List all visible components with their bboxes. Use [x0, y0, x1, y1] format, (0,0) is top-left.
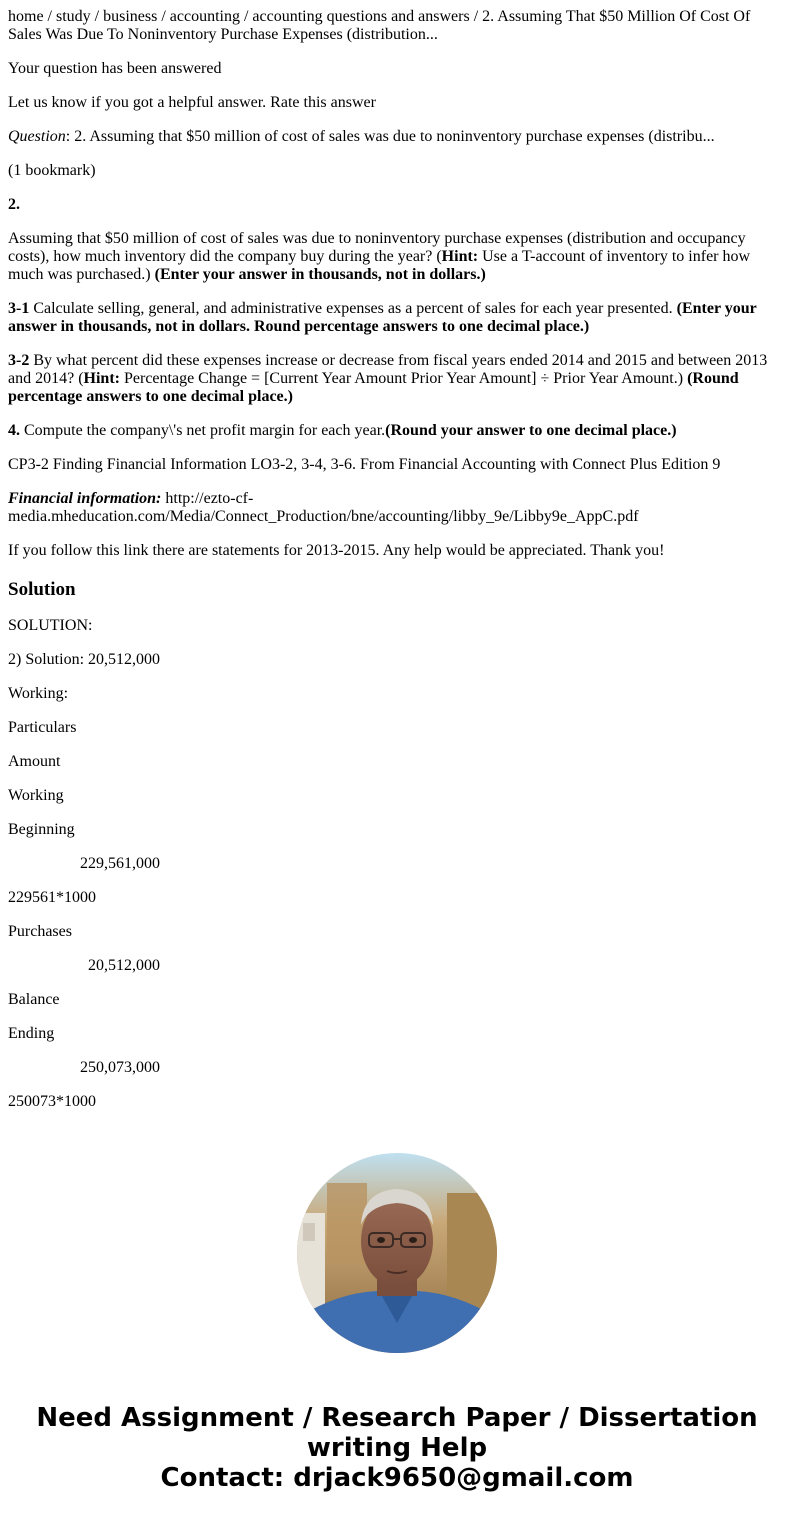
- row-ending-working: 250073*1000: [8, 1093, 96, 1110]
- hint-label: Hint:: [441, 248, 479, 265]
- question-4: [8, 422, 786, 440]
- question-summary: [8, 128, 786, 146]
- row-purchases-label: Purchases: [8, 923, 72, 940]
- author-avatar: [297, 1153, 497, 1353]
- question-body-text: Assuming that $50 million of cost of sales was due to noninventory purchase expenses (distribution and occupancy costs), how much inventory did the company buy during the year? (: [8, 230, 746, 265]
- promo-banner: [0, 1403, 794, 1493]
- question-body: [8, 230, 786, 284]
- author-portrait-image: [297, 1153, 497, 1353]
- question-3-1-instruction: (Enter your answer in thousands, not in dollars. Round percentage answers to one decimal place.): [8, 300, 757, 335]
- financial-information: [8, 490, 786, 526]
- question-closing: If you follow this link there are statements for 2013-2015. Any help would be appreciated. Thank you!: [8, 542, 665, 559]
- question-3-1-number: 3-1: [8, 300, 30, 317]
- question-3-2-text: By what percent did these expenses increase or decrease from fiscal years ended 2014 and 2015 and between 2013 and 2014? (: [8, 352, 768, 387]
- question-4-instruction: (Round your answer to one decimal place.): [385, 422, 677, 439]
- promo-headline: Need Assignment / Research Paper / Dissertation writing Help: [36, 1403, 758, 1463]
- question-4-text: Compute the company\'s net profit margin for each year.: [20, 422, 386, 439]
- financial-information-label: Financial information:: [8, 490, 162, 507]
- question-3-1-text: Calculate selling, general, and administrative expenses as a percent of sales for each year presented.: [29, 300, 677, 317]
- financial-information-link[interactable]: http://ezto-cf-media.mheducation.com/Media/Connect_Production/bne/accounting/libby_9e/Libby9e_AppC.pdf: [8, 490, 639, 525]
- working-label: Working:: [8, 685, 69, 702]
- hint-text: Use a T-account of inventory to infer how much was purchased.): [8, 248, 751, 283]
- question-3-2-hint-text: Percentage Change = [Current Year Amount Prior Year Amount] ÷ Prior Year Amount.): [119, 370, 688, 387]
- question-3-2: [8, 352, 786, 406]
- question-body-instruction: (Enter your answer in thousands, not in dollars.): [154, 266, 486, 283]
- breadcrumb[interactable]: home / study / business / accounting / accounting questions and answers / 2. Assuming That $50 Million Of Cost Of Sales Was Due To Noninventory Purchase Expenses (distribution...: [8, 8, 751, 43]
- bookmark-count[interactable]: (1 bookmark): [8, 162, 96, 179]
- promo-contact[interactable]: Contact: drjack9650@gmail.com: [160, 1463, 634, 1493]
- question-source: CP3-2 Finding Financial Information LO3-2, 3-4, 3-6. From Financial Accounting with Connect Plus Edition 9: [8, 456, 721, 473]
- question-3-2-hint-label: Hint:: [83, 370, 120, 387]
- question-number-text: 2.: [8, 196, 20, 213]
- solution-body: [8, 617, 160, 1111]
- question-number: [8, 196, 786, 214]
- solution-heading: Solution: [8, 579, 76, 600]
- rate-prompt[interactable]: Let us know if you got a helpful answer. Rate this answer: [8, 94, 376, 111]
- column-amount: Amount: [8, 753, 61, 770]
- row-beginning-label: Beginning: [8, 821, 75, 838]
- column-working: Working: [8, 787, 64, 804]
- row-beginning-working: 229561*1000: [8, 889, 96, 906]
- solution-label: SOLUTION:: [8, 617, 93, 634]
- question-3-2-instruction: (Round percentage answers to one decimal place.): [8, 370, 739, 405]
- question-3-2-number: 3-2: [8, 352, 30, 369]
- row-ending-amount: 250,073,000: [80, 1059, 160, 1076]
- row-beginning-amount: 229,561,000: [80, 855, 160, 872]
- question-4-number: 4.: [8, 422, 20, 439]
- column-particulars: Particulars: [8, 719, 77, 736]
- solution-answer: 2) Solution: 20,512,000: [8, 651, 161, 668]
- row-purchases-amount: 20,512,000: [88, 957, 160, 974]
- question-label: Question: [8, 128, 66, 145]
- question-summary-text: : 2. Assuming that $50 million of cost of sales was due to noninventory purchase expenses (distribu...: [65, 128, 715, 145]
- question-3-1: [8, 300, 786, 336]
- answered-status: Your question has been answered: [8, 60, 222, 77]
- row-ending-label: Ending: [8, 1025, 55, 1042]
- row-balance-label: Balance: [8, 991, 60, 1008]
